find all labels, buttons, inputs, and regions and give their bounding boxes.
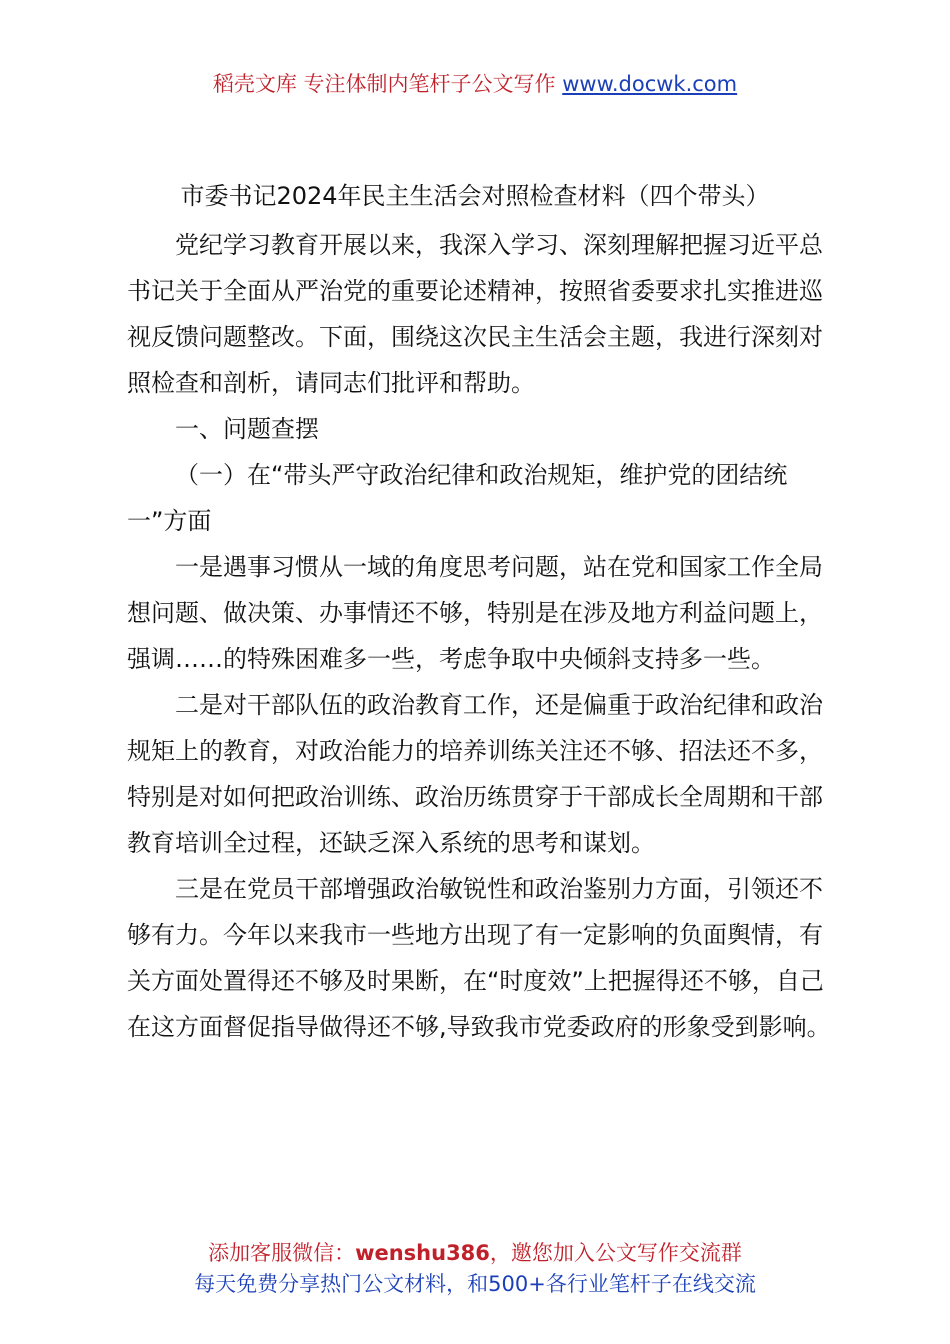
body-paragraph-3: 三是在党员干部增强政治敏锐性和政治鉴别力方面，引领还不够有力。今年以来我市一些地方出现了有一定影响的负面舆情，有关方面处置得还不够及时果断，在“时度效”上把握得还不够，自己在这方面督促指导做得还不够,导致我市党委政府的形象受到影响。 bbox=[127, 875, 831, 1041]
header-slogan: 稻壳文库 专注体制内笔杆子公文写作 bbox=[212, 72, 556, 96]
subsection-heading: （一）在“带头严守政治纪律和政治规矩，维护党的团结统一”方面 bbox=[127, 461, 788, 535]
intro-paragraph: 党纪学习教育开展以来，我深入学习、深刻理解把握习近平总书记关于全面从严治党的重要论述精神，按照省委要求扎实推进巡视反馈问题整改。下面，围绕这次民主生活会主题，我进行深刻对照检查和剖析，请同志们批评和帮助。 bbox=[127, 231, 823, 397]
footer-suffix: ，邀您加入公文写作交流群 bbox=[489, 1241, 742, 1265]
section-heading: 一、问题查摆 bbox=[175, 415, 319, 443]
body-paragraph-2: 二是对干部队伍的政治教育工作，还是偏重于政治纪律和政治规矩上的教育，对政治能力的培养训练关注还不够、招法还不多，特别是对如何把政治训练、政治历练贯穿于干部成长全周期和干部教育培训全过程，还缺乏深入系统的思考和谋划。 bbox=[127, 691, 823, 857]
footer-contact-line bbox=[0, 1238, 950, 1269]
footer-prefix: 添加客服微信： bbox=[208, 1241, 356, 1265]
page-header bbox=[0, 68, 950, 100]
document-title: 市委书记2024年民主生活会对照检查材料（四个带头） bbox=[180, 182, 770, 210]
page-footer bbox=[0, 1238, 950, 1300]
wechat-id: wenshu386 bbox=[355, 1241, 490, 1265]
body-paragraph-1: 一是遇事习惯从一域的角度思考问题，站在党和国家工作全局想问题、做决策、办事情还不够，特别是在涉及地方利益问题上，强调……的特殊困难多一些，考虑争取中央倾斜支持多一些。 bbox=[127, 553, 823, 673]
document-body bbox=[127, 222, 835, 1050]
footer-promo-line: 每天免费分享热门公文材料，和500+各行业笔杆子在线交流 bbox=[194, 1272, 756, 1296]
header-url-link[interactable]: www.docwk.com bbox=[562, 72, 738, 96]
